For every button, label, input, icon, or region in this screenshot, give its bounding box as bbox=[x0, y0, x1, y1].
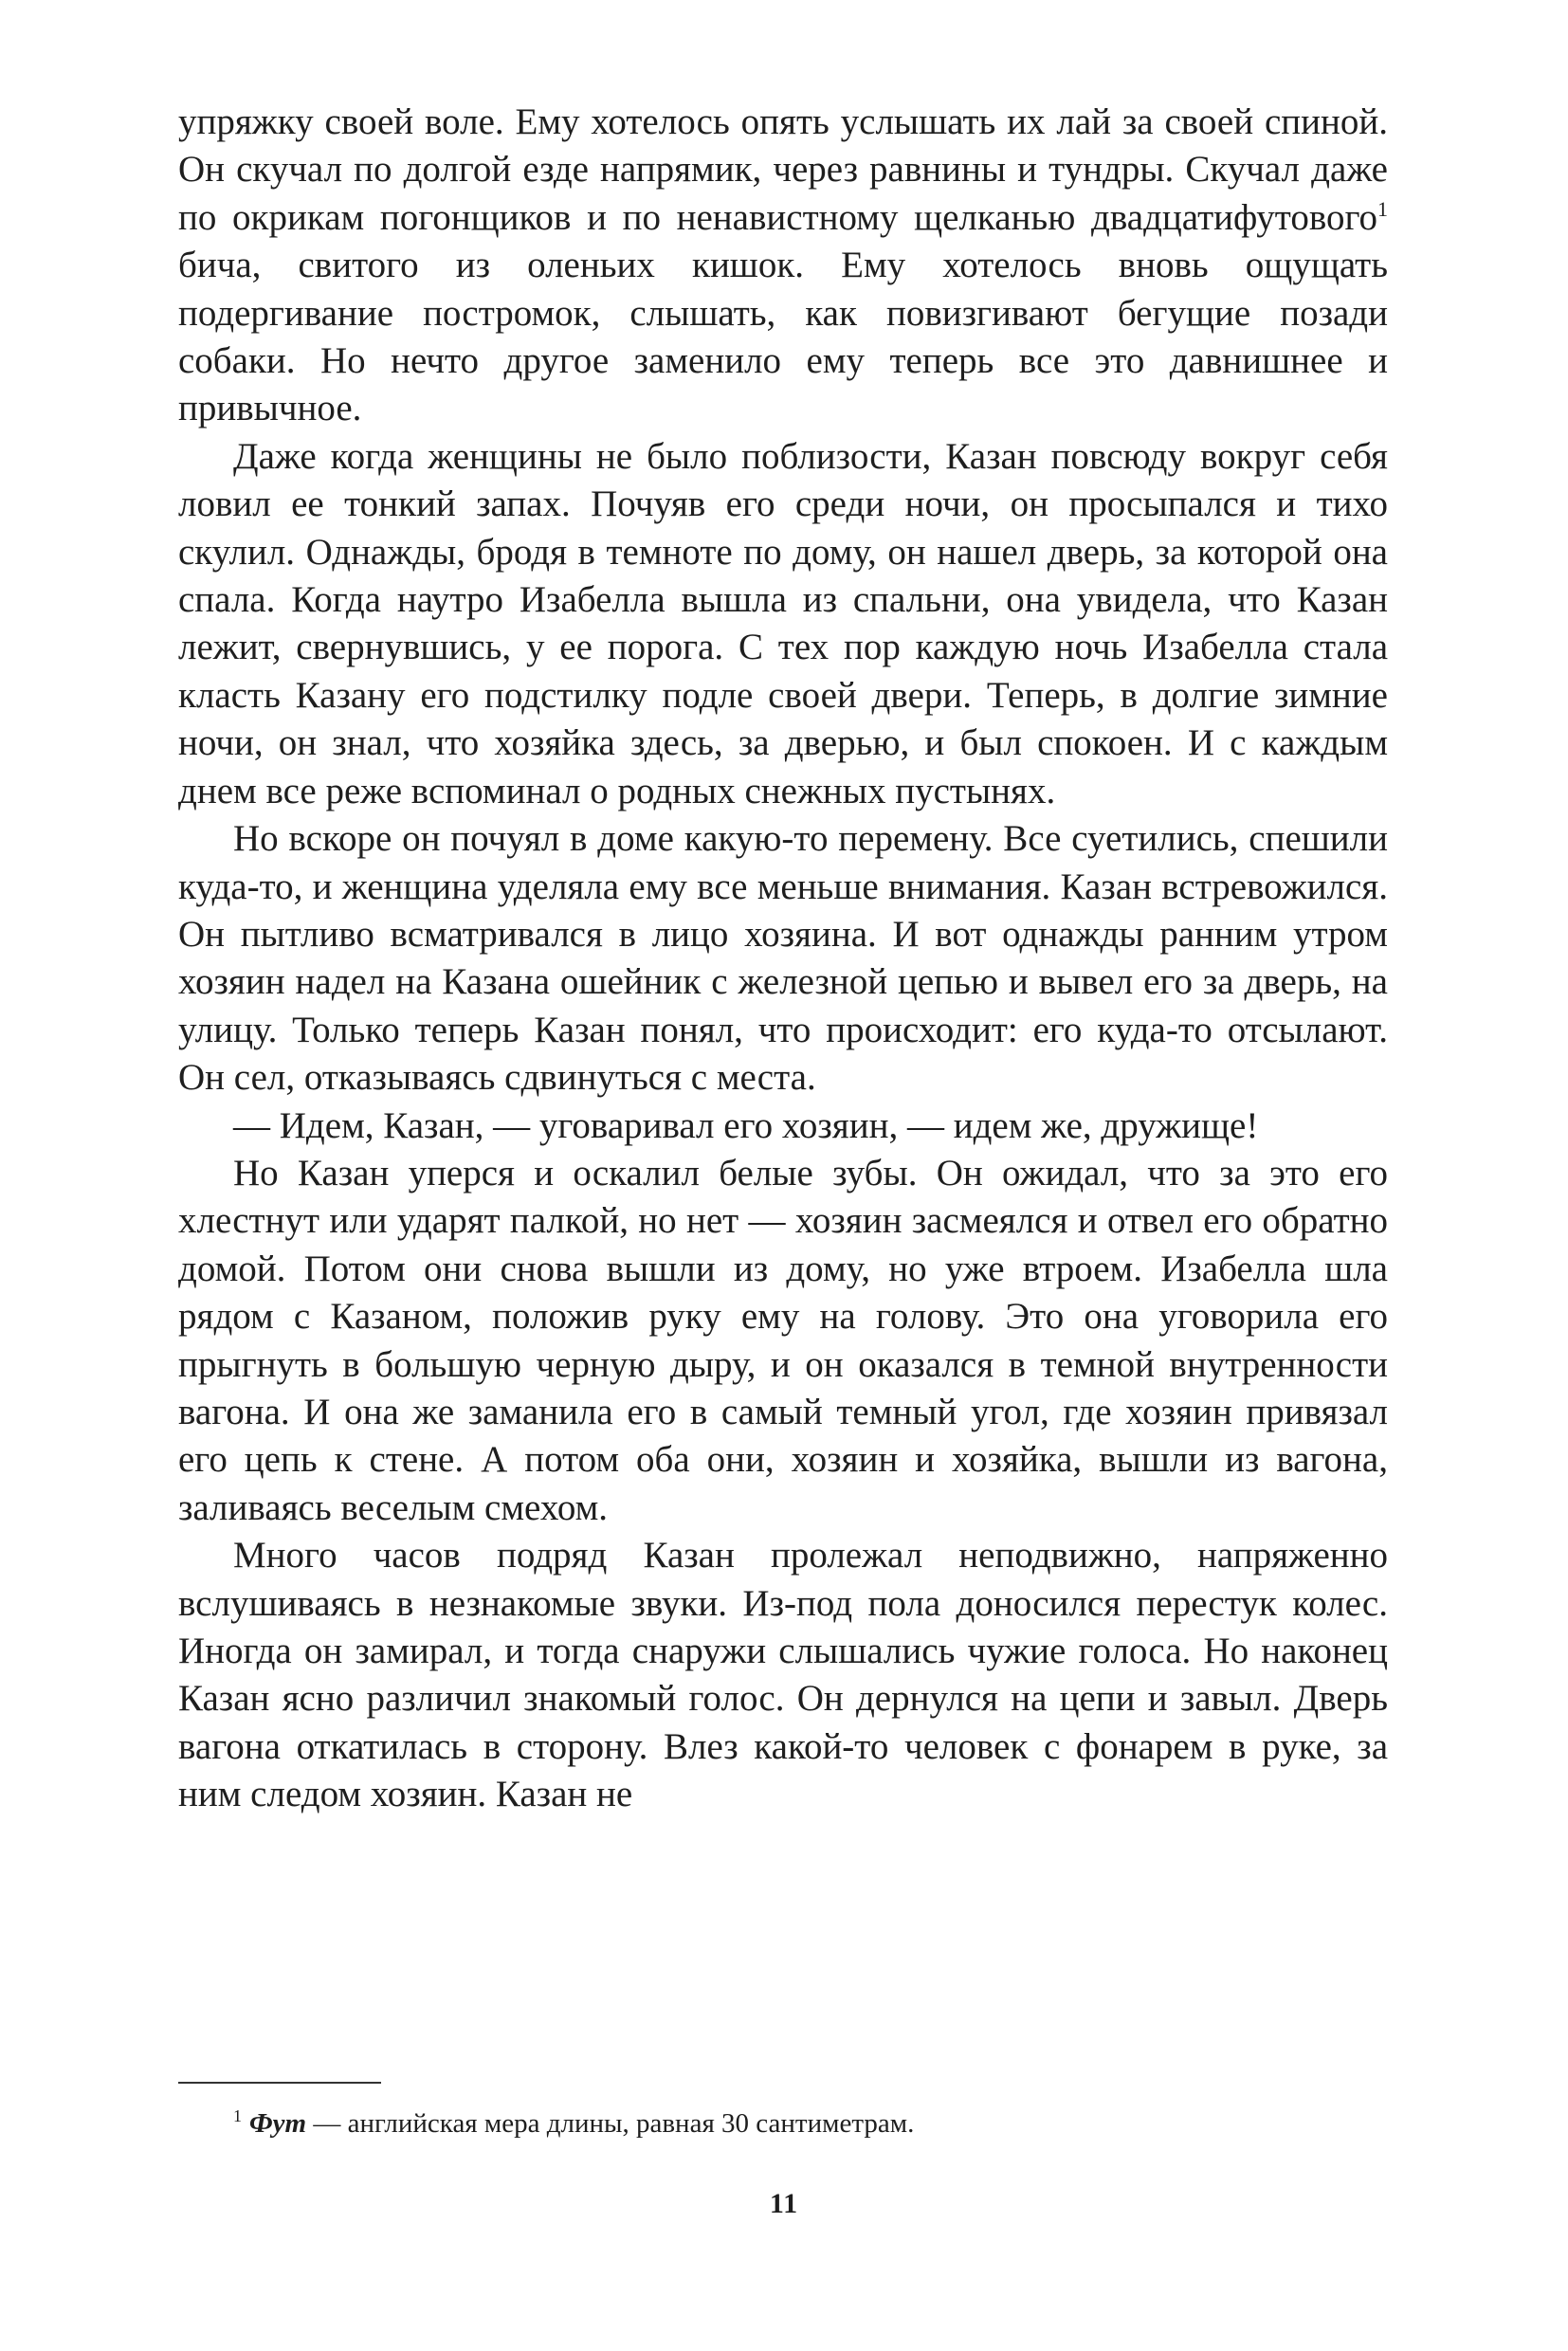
footnote-term: Фут bbox=[249, 2108, 307, 2139]
paragraph-1-text-a: упряжку своей воле. Ему хотелось опять услышать их лай за своей спиной. Он скучал по долгой езде напрямик, через равнины и тундры. Скучал даже по окрикам погонщиков и по ненавистному щелканью двадцатифутового bbox=[178, 101, 1388, 238]
page-number: 11 bbox=[769, 2188, 799, 2219]
paragraph-4-dialogue: — Идем, Казан, — уговаривал его хозяин, — идем же, дружище! bbox=[233, 1104, 1259, 1146]
paragraph-5: Но Казан уперся и оскалил белые зубы. Он ожидал, что за это его хлестнут или ударят палкой, но нет — хозяин засмеялся и отвел его обратно домой. Потом они снова вышли из дому, но уже втроем. Изабелла шла рядом с Казаном, положив руку ему на голову. Это она уговорила его прыгнуть в большую черную дыру, и он оказался в темной внутренности вагона. И она же заманила его в самый темный угол, где хозяин привязал его цепь к стене. А потом оба они, хозяин и хозяйка, вышли из вагона, заливаясь веселым смехом. bbox=[178, 1152, 1388, 1528]
paragraph-2: Даже когда женщины не было поблизости, Казан повсюду вокруг себя ловил ее тонкий запах. Почуяв его среди ночи, он просыпался и тихо скулил. Однажды, бродя в темноте по дому, он нашел дверь, за которой она спала. Когда наутро Изабелла вышла из спальни, она увидела, что Казан лежит, свернувшись, у ее порога. С тех пор каждую ночь Изабелла стала класть Казану его подстилку подле своей двери. Теперь, в долгие зимние ночи, он знал, что хозяйка здесь, за дверью, и был спокоен. И с каждым днем все реже вспоминал о родных снежных пустынях. bbox=[178, 435, 1388, 811]
paragraph-6: Много часов подряд Казан пролежал неподвижно, напряженно вслушиваясь в незнакомые звуки. Из-под пола доносился перестук колес. Иногда он замирал, и тогда снаружи слышались чужие голоса. Но наконец Казан ясно различил знакомый голос. Он дернулся на цепи и завыл. Дверь вагона откатилась в сторону. Влез какой-то человек с фонарем в руке, за ним следом хозяин. Казан не bbox=[178, 1535, 1388, 1815]
footnote-reference: 1 bbox=[1377, 196, 1388, 221]
paragraph-3: Но вскоре он почуял в доме какую-то перемену. Все суетились, спешили куда-то, и женщина уделяла ему все меньше внимания. Казан встревожился. Он пытливо всматривался в лицо хозяина. И вот однажды ранним утром хозяин надел на Казана ошейник с железной цепью и вывел его за дверь, на улицу. Только теперь Казан понял, что происходит: его куда-то отсылают. Он сел, отказываясь сдвинуться с места. bbox=[178, 818, 1388, 1099]
footnote-text: — английская мера длины, равная 30 сантиметрам. bbox=[306, 2108, 915, 2139]
footnote bbox=[233, 2106, 1388, 2141]
page-body bbox=[178, 99, 1388, 1819]
paragraph-1 bbox=[178, 99, 1388, 433]
footnote-divider bbox=[178, 2082, 381, 2084]
paragraph-1-text-b: бича, свитого из оленьих кишок. Ему хотелось вновь ощущать подергивание постромок, слышать, как повизгивают бегущие позади собаки. Но нечто другое заменило ему теперь все это давнишнее и привычное. bbox=[178, 245, 1388, 429]
footnote-mark: 1 bbox=[233, 2106, 242, 2126]
